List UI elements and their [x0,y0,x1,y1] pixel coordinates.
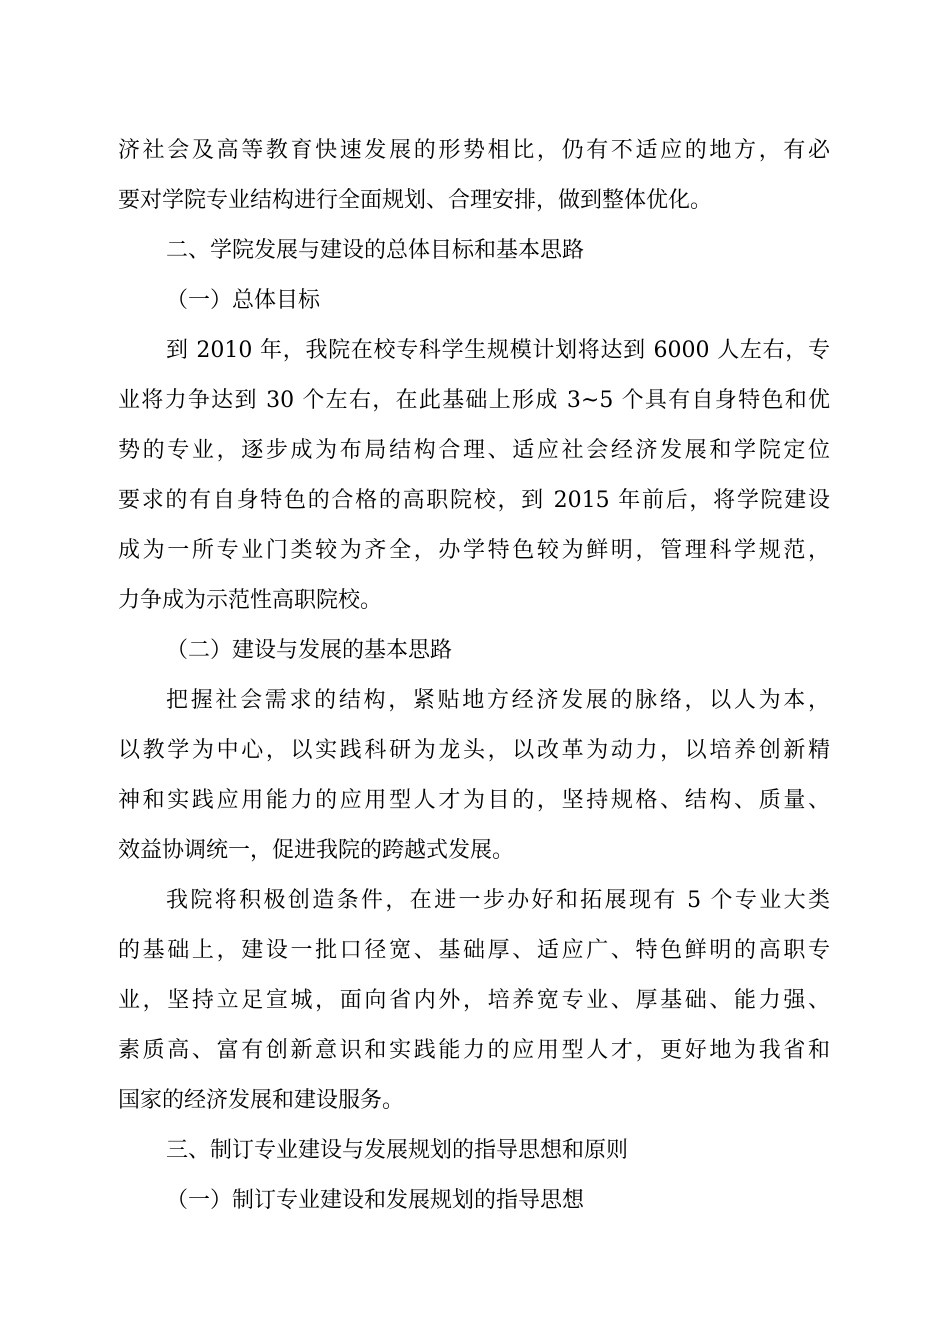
body-text-line: 国家的经济发展和建设服务。 [118,1088,405,1113]
section-heading: 三、制订专业建设与发展规划的指导思想和原则 [166,1138,629,1163]
section-heading: 二、学院发展与建设的总体目标和基本思路 [166,238,585,263]
body-text-line: 把握社会需求的结构，紧贴地方经济发展的脉络，以人为本， [166,688,830,713]
body-text-line: 济社会及高等教育快速发展的形势相比，仍有不适应的地方，有必 [118,138,830,163]
body-text-line: 要求的有自身特色的合格的高职院校，到 2015 年前后，将学院建设 [118,488,830,513]
body-text-line: 以教学为中心，以实践科研为龙头，以改革为动力，以培养创新精 [118,738,830,763]
body-text-line: 效益协调统一，促进我院的跨越式发展。 [118,838,515,863]
body-text-line: 业，坚持立足宣城，面向省内外，培养宽专业、厚基础、能力强、 [118,988,830,1013]
body-text-line: 神和实践应用能力的应用型人才为目的，坚持规格、结构、质量、 [118,788,830,813]
body-text-line: 力争成为示范性高职院校。 [118,588,383,613]
body-text-line: 我院将积极创造条件，在进一步办好和拓展现有 5 个专业大类 [166,888,830,913]
subsection-heading: （一）总体目标 [166,288,321,313]
subsection-heading: （一）制订专业建设和发展规划的指导思想 [166,1188,585,1213]
subsection-heading: （二）建设与发展的基本思路 [166,638,453,663]
body-text-line: 势的专业，逐步成为布局结构合理、适应社会经济发展和学院定位 [118,438,830,463]
body-text-line: 成为一所专业门类较为齐全，办学特色较为鲜明，管理科学规范， [118,538,830,563]
body-text-line: 业将力争达到 30 个左右，在此基础上形成 3~5 个具有自身特色和优 [118,388,830,413]
body-text-line: 到 2010 年，我院在校专科学生规模计划将达到 6000 人左右，专 [166,338,830,363]
body-text-line: 的基础上，建设一批口径宽、基础厚、适应广、特色鲜明的高职专 [118,938,830,963]
body-text-line: 要对学院专业结构进行全面规划、合理安排，做到整体优化。 [118,188,713,213]
body-text-line: 素质高、富有创新意识和实践能力的应用型人才，更好地为我省和 [118,1038,830,1063]
